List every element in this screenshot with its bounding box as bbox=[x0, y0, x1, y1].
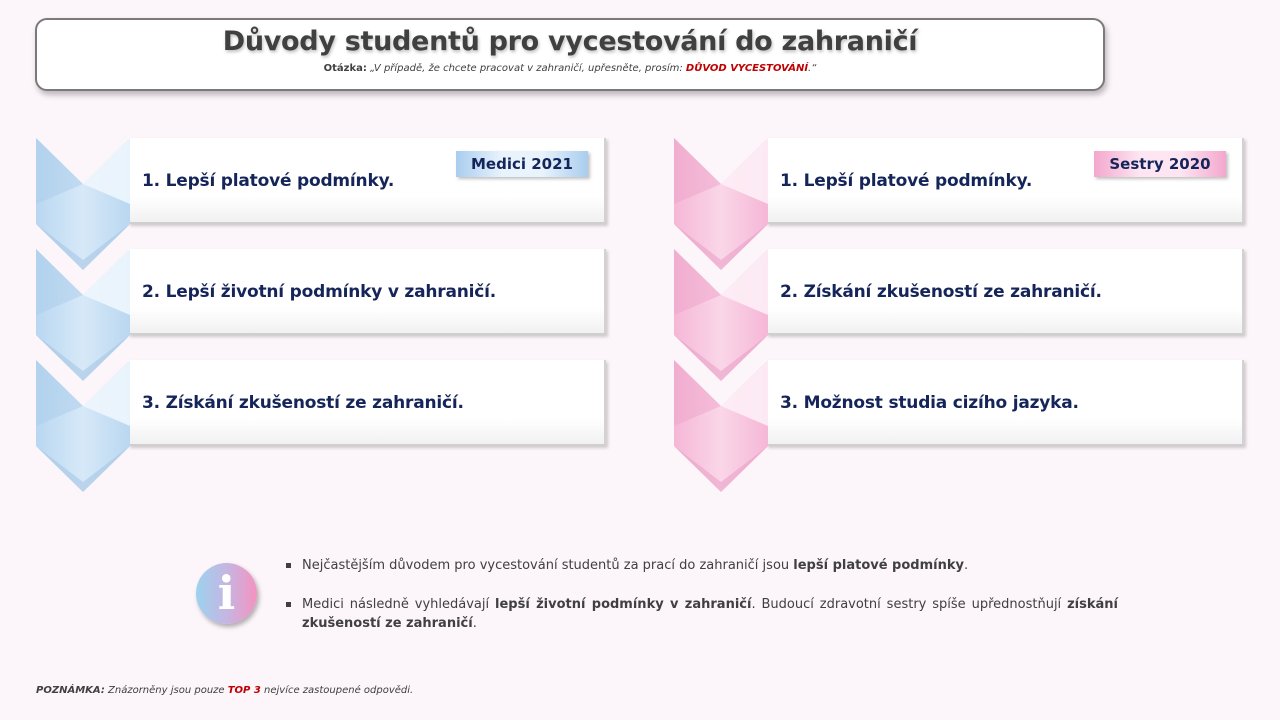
question-line bbox=[37, 63, 1103, 74]
item-label: 2. Získání zkušeností ze zahraničí. bbox=[780, 282, 1102, 302]
note-item bbox=[286, 595, 1118, 633]
chevron-down-icon bbox=[36, 360, 130, 492]
item-label: 3. Možnost studia cizího jazyka. bbox=[780, 393, 1079, 413]
footnote bbox=[36, 685, 413, 696]
list-item bbox=[674, 360, 1244, 446]
footnote-highlight: TOP 3 bbox=[227, 685, 261, 696]
note-item bbox=[286, 556, 1118, 575]
question-end: .“ bbox=[808, 63, 817, 74]
question-text: „V případě, že chcete pracovat v zahraničí, upřesněte, prosím: bbox=[370, 63, 686, 74]
footnote-text: Znázorněny jsou pouze bbox=[104, 685, 228, 696]
notes-list bbox=[286, 556, 1118, 633]
item-label: 1. Lepší platové podmínky. bbox=[780, 171, 1033, 191]
list-item bbox=[36, 249, 606, 335]
item-label: 2. Lepší životní podmínky v zahraničí. bbox=[142, 282, 497, 302]
note-text: . Budoucí zdravotní sestry spíše upřednostňují bbox=[751, 597, 1068, 612]
footnote-label: POZNÁMKA: bbox=[36, 685, 105, 696]
note-text: . bbox=[963, 558, 969, 573]
header-box bbox=[35, 18, 1105, 91]
note-bold: lepší platové podmínky bbox=[793, 558, 964, 573]
medici-tag: Medici 2021 bbox=[456, 151, 588, 177]
footnote-text: nejvíce zastoupené odpovědi. bbox=[260, 685, 414, 696]
question-label: Otázka: bbox=[323, 63, 367, 74]
page-title: Důvody studentů pro vycestování do zahraničí bbox=[222, 26, 918, 57]
note-bold: získání zkušeností ze zahraničí bbox=[302, 597, 1118, 631]
sestry-tag: Sestry 2020 bbox=[1094, 151, 1226, 177]
sestry-column bbox=[674, 138, 1244, 498]
item-label: 1. Lepší platové podmínky. bbox=[142, 171, 395, 191]
item-label: 3. Získání zkušeností ze zahraničí. bbox=[142, 393, 464, 413]
medici-column bbox=[36, 138, 606, 498]
note-bold: lepší životní podmínky v zahraničí bbox=[495, 597, 752, 612]
note-text: . bbox=[472, 616, 477, 631]
chevron-down-icon bbox=[674, 360, 768, 492]
note-text: Nejčastějším důvodem pro vycestování studentů za prací do zahraničí jsou bbox=[302, 558, 794, 573]
list-item bbox=[36, 360, 606, 446]
question-highlight: DŮVOD VYCESTOVÁNÍ bbox=[685, 63, 809, 74]
note-text: Medici následně vyhledávají bbox=[302, 597, 496, 612]
info-icon: i bbox=[196, 563, 257, 624]
list-item bbox=[674, 249, 1244, 335]
